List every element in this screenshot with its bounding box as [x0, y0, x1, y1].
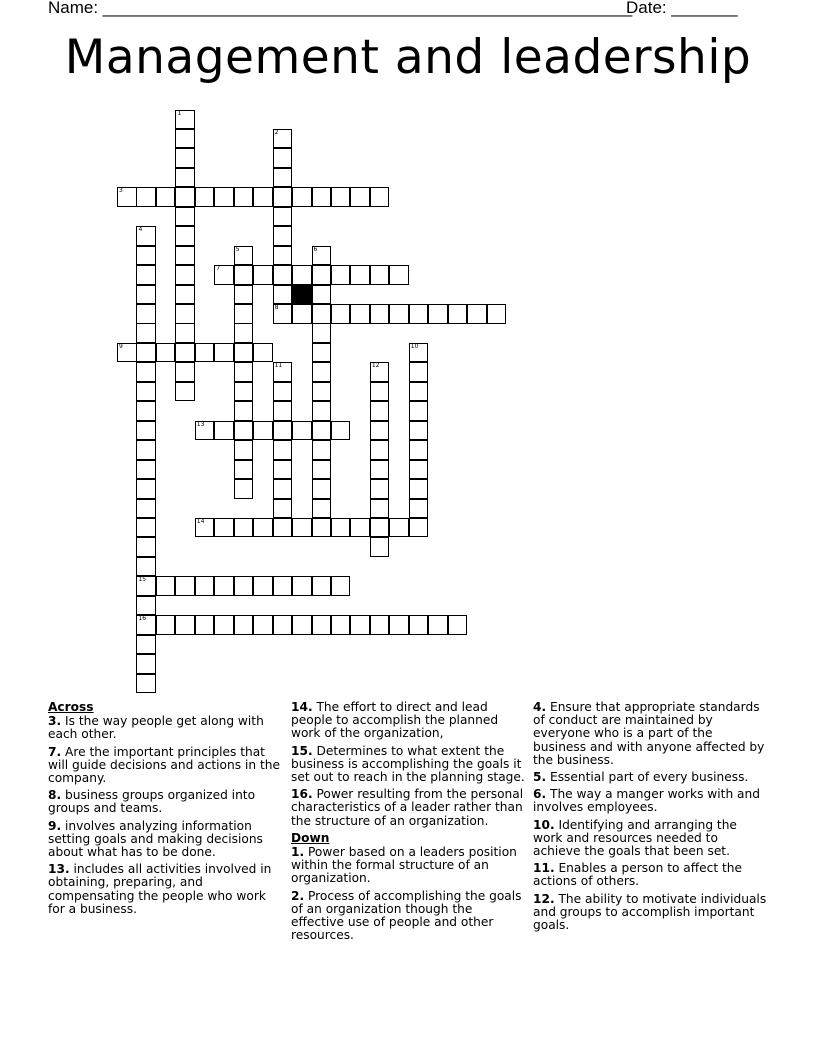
clue-number: 11 — [274, 362, 283, 370]
grid-cell[interactable] — [370, 440, 390, 460]
grid-cell[interactable] — [273, 129, 293, 149]
grid-cell[interactable] — [136, 557, 156, 577]
clue-across-9: 9. involves analyzing information setting goals and making decisions about what has to be done. — [48, 818, 263, 860]
grid-cell[interactable] — [136, 576, 156, 596]
grid-cell[interactable] — [409, 460, 429, 480]
grid-cell[interactable] — [370, 304, 390, 324]
grid-cell[interactable] — [234, 576, 254, 596]
grid-cell[interactable] — [214, 576, 234, 596]
grid-cell[interactable] — [312, 576, 332, 596]
grid-cell[interactable] — [331, 265, 351, 285]
clue-number: 1 — [177, 109, 182, 117]
grid-cell[interactable] — [389, 615, 409, 635]
grid-cell[interactable] — [370, 479, 390, 499]
black-square — [292, 285, 312, 305]
clue-across-14: 14. The effort to direct and lead people to accomplish the planned work of the organization, — [291, 700, 499, 741]
grid-cell[interactable] — [312, 615, 332, 635]
grid-cell[interactable] — [273, 304, 293, 324]
grid-cell[interactable] — [175, 362, 195, 382]
grid-cell[interactable] — [195, 421, 215, 441]
grid-cell[interactable] — [156, 187, 176, 207]
grid-cell[interactable] — [234, 421, 254, 441]
grid-cell[interactable] — [273, 421, 293, 441]
down-heading: Down — [291, 830, 330, 845]
clue-across-15: 15. Determines to what extent the business is accomplishing the goals it set out to reach in the planning stage. — [291, 743, 525, 785]
grid-cell[interactable] — [370, 362, 390, 382]
clue-down-1: 1. Power based on a leaders position within the formal structure of an organization. — [291, 845, 517, 886]
grid-cell[interactable] — [136, 343, 156, 363]
grid-cell[interactable] — [136, 537, 156, 557]
grid-cell[interactable] — [234, 615, 254, 635]
grid-cell[interactable] — [312, 187, 332, 207]
grid-cell[interactable] — [234, 382, 254, 402]
grid-cell[interactable] — [331, 615, 351, 635]
grid-cell[interactable] — [409, 304, 429, 324]
grid-cell[interactable] — [273, 285, 293, 305]
clue-across-16: 16. Power resulting from the personal characteristics of a leader rather than the structure of an organization. — [291, 787, 524, 828]
grid-cell[interactable] — [331, 518, 351, 538]
clue-down-4: 4. Ensure that appropriate standards of conduct are maintained by everyone who is a part of the business and with anyone affected by the business. — [533, 700, 765, 767]
grid-cell[interactable] — [214, 187, 234, 207]
grid-cell[interactable] — [409, 518, 429, 538]
grid-cell[interactable] — [312, 285, 332, 305]
grid-cell[interactable] — [175, 110, 195, 130]
grid-cell[interactable] — [136, 518, 156, 538]
grid-cell[interactable] — [195, 343, 215, 363]
grid-cell[interactable] — [136, 323, 156, 343]
grid-cell[interactable] — [273, 615, 293, 635]
clue-down-6: 6. The way a manger works with and involves employees. — [533, 787, 760, 815]
grid-cell[interactable] — [136, 421, 156, 441]
grid-cell[interactable] — [175, 323, 195, 343]
clue-down-12: 12. The ability to motivate individuals and groups to accomplish important goals. — [533, 891, 767, 933]
grid-cell[interactable] — [312, 440, 332, 460]
grid-cell[interactable] — [136, 440, 156, 460]
grid-cell[interactable] — [370, 401, 390, 421]
clue-number: 2 — [274, 128, 279, 136]
clue-down-10: 10. Identifying and arranging the work and resources needed to achieve the goals that been set. — [533, 817, 737, 859]
grid-cell[interactable] — [156, 615, 176, 635]
grid-cell[interactable] — [234, 460, 254, 480]
grid-cell[interactable] — [175, 285, 195, 305]
grid-cell[interactable] — [409, 615, 429, 635]
grid-cell[interactable] — [312, 479, 332, 499]
clue-down-5: 5. Essential part of every business. — [533, 770, 749, 785]
grid-cell[interactable] — [234, 362, 254, 382]
grid-cell[interactable] — [273, 460, 293, 480]
grid-cell[interactable] — [234, 518, 254, 538]
grid-cell[interactable] — [312, 460, 332, 480]
grid-cell[interactable] — [292, 518, 312, 538]
grid-cell[interactable] — [175, 129, 195, 149]
grid-cell[interactable] — [234, 479, 254, 499]
grid-cell[interactable] — [175, 207, 195, 227]
grid-cell[interactable] — [136, 265, 156, 285]
grid-cell[interactable] — [370, 421, 390, 441]
grid-cell[interactable] — [253, 343, 273, 363]
date-field-label: Date: _______ — [626, 0, 738, 17]
grid-cell[interactable] — [487, 304, 507, 324]
grid-cell[interactable] — [331, 304, 351, 324]
grid-cell[interactable] — [214, 265, 234, 285]
grid-cell[interactable] — [350, 265, 370, 285]
grid-cell[interactable] — [136, 635, 156, 655]
grid-cell[interactable] — [175, 576, 195, 596]
grid-cell[interactable] — [136, 499, 156, 519]
clues-column-1 — [48, 701, 280, 920]
grid-cell[interactable] — [312, 343, 332, 363]
grid-cell[interactable] — [136, 401, 156, 421]
grid-cell[interactable] — [292, 576, 312, 596]
grid-cell[interactable] — [234, 323, 254, 343]
grid-cell[interactable] — [214, 518, 234, 538]
grid-cell[interactable] — [117, 343, 137, 363]
grid-cell[interactable] — [292, 304, 312, 324]
grid-cell[interactable] — [175, 265, 195, 285]
clue-number: 13 — [196, 420, 205, 428]
grid-cell[interactable] — [389, 518, 409, 538]
clue-across-7: 7. Are the important principles that will guide decisions and actions in the company. — [48, 744, 280, 786]
grid-cell[interactable] — [292, 421, 312, 441]
grid-cell[interactable] — [409, 421, 429, 441]
grid-cell[interactable] — [428, 615, 448, 635]
grid-cell[interactable] — [175, 304, 195, 324]
grid-cell[interactable] — [253, 187, 273, 207]
clue-across-13: 13. includes all activities involved in obtaining, preparing, and compensating the people who work for a business. — [48, 862, 272, 916]
grid-cell[interactable] — [175, 246, 195, 266]
grid-cell[interactable] — [273, 479, 293, 499]
grid-cell[interactable] — [312, 382, 332, 402]
grid-cell[interactable] — [273, 518, 293, 538]
grid-cell[interactable] — [273, 226, 293, 246]
grid-cell[interactable] — [409, 382, 429, 402]
grid-cell[interactable] — [312, 323, 332, 343]
grid-cell[interactable] — [156, 576, 176, 596]
grid-cell[interactable] — [292, 265, 312, 285]
clue-number: 4 — [138, 226, 143, 234]
grid-cell[interactable] — [467, 304, 487, 324]
name-field-label: Name: ________________________________________________________ — [48, 0, 633, 17]
grid-cell[interactable] — [273, 207, 293, 227]
grid-cell[interactable] — [370, 499, 390, 519]
grid-cell[interactable] — [370, 265, 390, 285]
clue-number: 8 — [274, 304, 279, 311]
grid-cell[interactable] — [136, 246, 156, 266]
grid-cell[interactable] — [234, 187, 254, 207]
clue-number: 14 — [196, 517, 205, 525]
grid-cell[interactable] — [195, 518, 215, 538]
grid-cell[interactable] — [350, 304, 370, 324]
grid-cell[interactable] — [409, 401, 429, 421]
grid-cell[interactable] — [292, 615, 312, 635]
grid-cell[interactable] — [409, 440, 429, 460]
grid-cell[interactable] — [136, 460, 156, 480]
grid-cell[interactable] — [234, 343, 254, 363]
grid-cell[interactable] — [195, 187, 215, 207]
grid-cell[interactable] — [273, 576, 293, 596]
grid-cell[interactable] — [448, 304, 468, 324]
grid-cell[interactable] — [195, 576, 215, 596]
grid-cell[interactable] — [331, 576, 351, 596]
clue-number: 6 — [313, 245, 318, 253]
clue-down-2: 2. Process of accomplishing the goals of an organization though the effective use of people and other resources. — [291, 888, 522, 943]
clue-number: 16 — [138, 615, 147, 623]
grid-cell[interactable] — [331, 187, 351, 207]
grid-cell[interactable] — [253, 421, 273, 441]
grid-cell[interactable] — [175, 168, 195, 188]
grid-cell[interactable] — [234, 285, 254, 305]
grid-cell[interactable] — [273, 148, 293, 168]
grid-cell[interactable] — [312, 246, 332, 266]
grid-cell[interactable] — [175, 187, 195, 207]
grid-cell[interactable] — [253, 518, 273, 538]
clue-number: 3 — [119, 187, 123, 195]
grid-cell[interactable] — [273, 187, 293, 207]
grid-cell[interactable] — [136, 479, 156, 499]
grid-cell[interactable] — [234, 440, 254, 460]
grid-cell[interactable] — [273, 440, 293, 460]
grid-cell[interactable] — [312, 304, 332, 324]
grid-cell[interactable] — [370, 460, 390, 480]
grid-cell[interactable] — [253, 615, 273, 635]
page-title: Management and leadership — [64, 30, 752, 85]
grid-cell[interactable] — [234, 401, 254, 421]
grid-cell[interactable] — [428, 304, 448, 324]
clue-number: 5 — [235, 245, 240, 253]
grid-cell[interactable] — [350, 518, 370, 538]
grid-cell[interactable] — [350, 187, 370, 207]
grid-cell[interactable] — [195, 615, 215, 635]
grid-cell[interactable] — [136, 615, 156, 635]
grid-cell[interactable] — [234, 246, 254, 266]
grid-cell[interactable] — [136, 674, 156, 694]
clue-across-8: 8. business groups organized into groups and teams. — [48, 788, 256, 816]
grid-cell[interactable] — [273, 246, 293, 266]
grid-cell[interactable] — [136, 654, 156, 674]
grid-cell[interactable] — [136, 596, 156, 616]
grid-cell[interactable] — [175, 343, 195, 363]
grid-cell[interactable] — [389, 304, 409, 324]
grid-cell[interactable] — [273, 265, 293, 285]
clues-column-3 — [533, 701, 769, 936]
grid-cell[interactable] — [273, 362, 293, 382]
grid-cell[interactable] — [292, 187, 312, 207]
grid-cell[interactable] — [409, 479, 429, 499]
across-heading: Across — [48, 700, 94, 714]
clue-number: 10 — [410, 342, 419, 350]
grid-cell[interactable] — [312, 518, 332, 538]
grid-cell[interactable] — [253, 265, 273, 285]
grid-cell[interactable] — [273, 168, 293, 188]
grid-cell[interactable] — [273, 401, 293, 421]
grid-cell[interactable] — [389, 265, 409, 285]
grid-cell[interactable] — [370, 537, 390, 557]
clue-number: 12 — [371, 362, 380, 370]
grid-cell[interactable] — [214, 343, 234, 363]
grid-cell[interactable] — [370, 615, 390, 635]
grid-cell[interactable] — [409, 343, 429, 363]
grid-cell[interactable] — [136, 187, 156, 207]
clue-number: 7 — [216, 265, 221, 273]
grid-cell[interactable] — [214, 615, 234, 635]
grid-cell[interactable] — [370, 187, 390, 207]
grid-cell[interactable] — [273, 382, 293, 402]
grid-cell[interactable] — [331, 421, 351, 441]
grid-cell[interactable] — [409, 499, 429, 519]
grid-cell[interactable] — [136, 226, 156, 246]
clue-across-3: 3. Is the way people get along with each other. — [48, 714, 264, 742]
grid-cell[interactable] — [253, 576, 273, 596]
grid-cell[interactable] — [312, 362, 332, 382]
grid-cell[interactable] — [234, 265, 254, 285]
grid-cell[interactable] — [448, 615, 468, 635]
grid-cell[interactable] — [273, 499, 293, 519]
grid-cell[interactable] — [156, 343, 176, 363]
grid-cell[interactable] — [117, 187, 137, 207]
clue-number: 9 — [119, 342, 123, 350]
grid-cell[interactable] — [350, 615, 370, 635]
grid-cell[interactable] — [214, 421, 234, 441]
grid-cell[interactable] — [175, 615, 195, 635]
grid-cell[interactable] — [312, 401, 332, 421]
grid-cell[interactable] — [312, 265, 332, 285]
clue-down-11: 11. Enables a person to affect the actions of others. — [533, 861, 743, 889]
grid-cell[interactable] — [136, 285, 156, 305]
grid-cell[interactable] — [136, 304, 156, 324]
grid-cell[interactable] — [175, 382, 195, 402]
clue-number: 15 — [138, 576, 147, 584]
grid-cell[interactable] — [370, 518, 390, 538]
grid-cell[interactable] — [136, 382, 156, 402]
clues-column-2 — [291, 701, 525, 946]
grid-cell[interactable] — [409, 362, 429, 382]
grid-cell[interactable] — [234, 304, 254, 324]
grid-cell[interactable] — [370, 382, 390, 402]
grid-cell[interactable] — [312, 421, 332, 441]
grid-cell[interactable] — [175, 226, 195, 246]
grid-cell[interactable] — [312, 499, 332, 519]
grid-cell[interactable] — [136, 362, 156, 382]
grid-cell[interactable] — [175, 148, 195, 168]
